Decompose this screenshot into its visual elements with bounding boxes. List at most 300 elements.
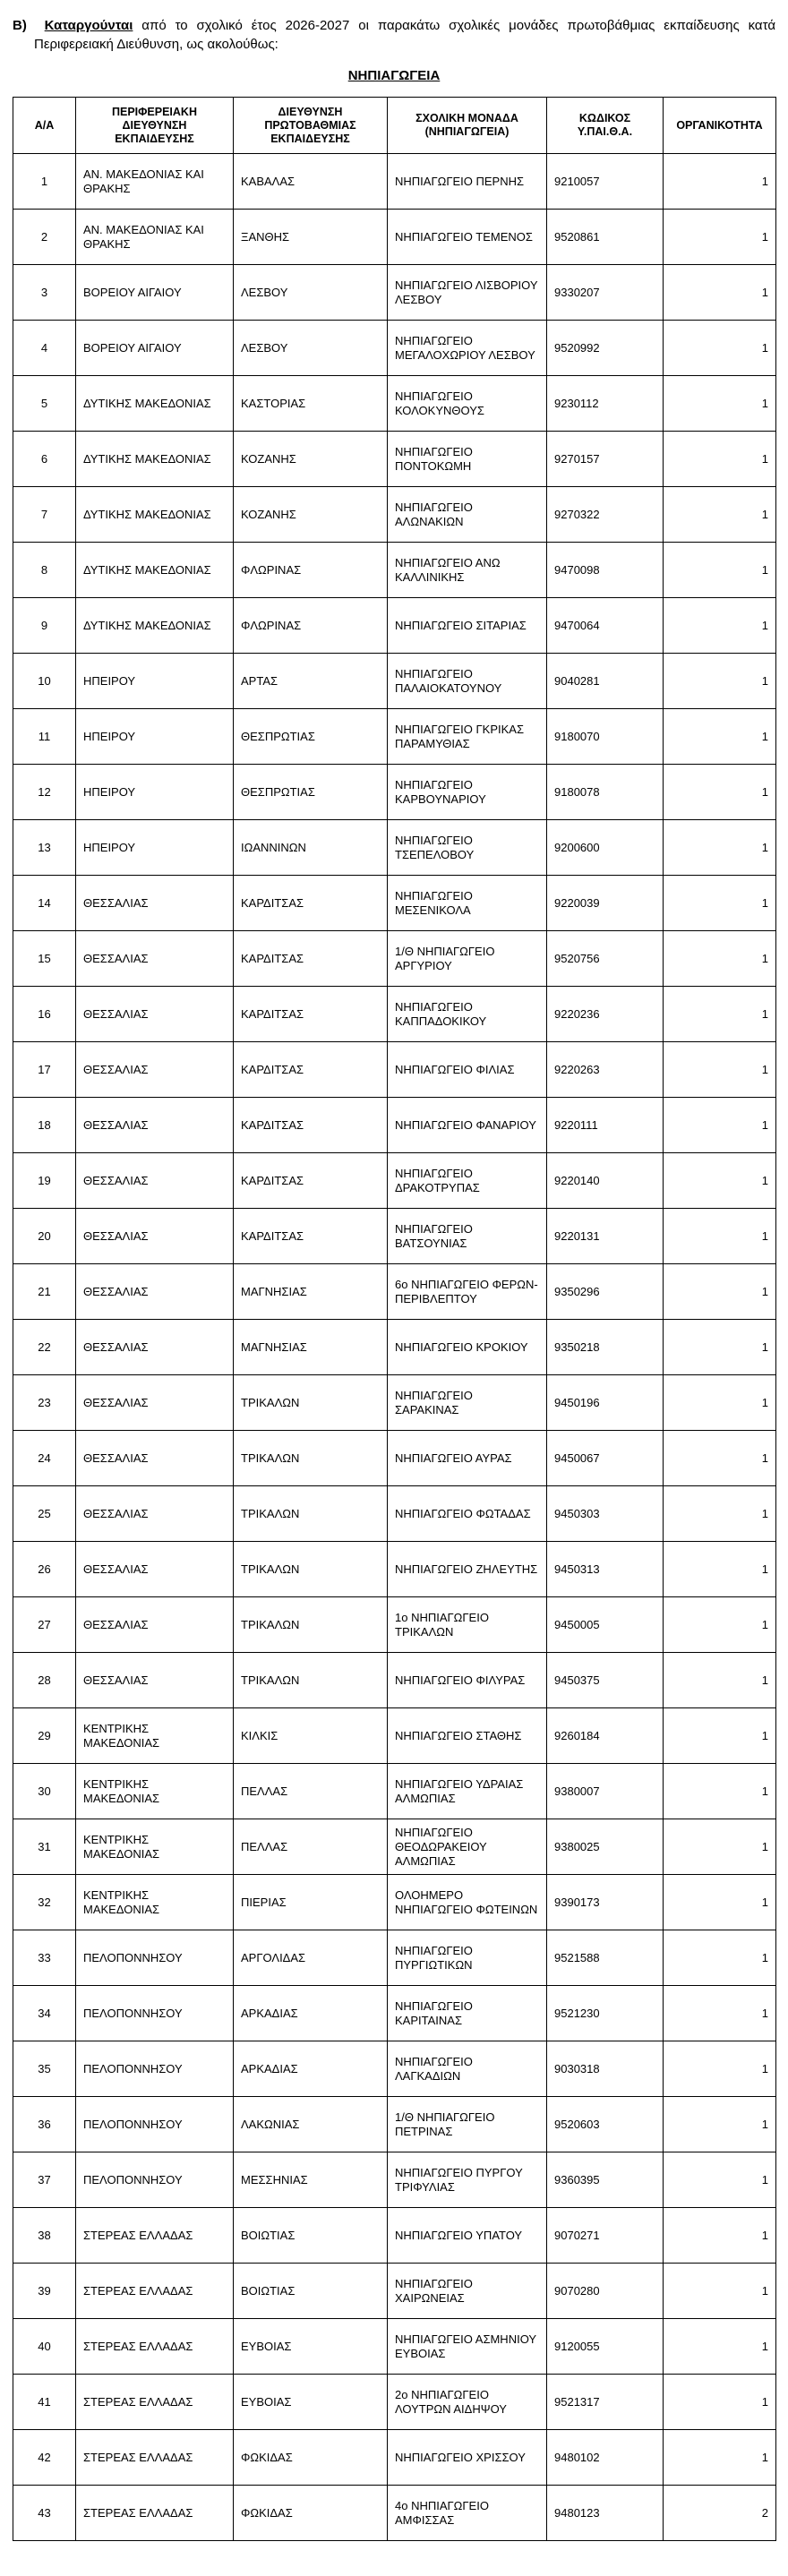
cell-region: ΔΥΤΙΚΗΣ ΜΑΚΕΔΟΝΙΑΣ [76, 598, 234, 654]
cell-aa: 5 [13, 376, 76, 432]
intro-paragraph [13, 16, 775, 54]
table-row [13, 321, 776, 376]
cell-aa: 1 [13, 154, 76, 210]
cell-organic: 1 [664, 1486, 776, 1542]
cell-aa: 24 [13, 1431, 76, 1486]
cell-school: ΝΗΠΙΑΓΩΓΕΙΟ ΘΕΟΔΩΡΑΚΕΙΟΥ ΑΛΜΩΠΙΑΣ [388, 1819, 547, 1875]
table-row [13, 1764, 776, 1819]
cell-aa: 22 [13, 1320, 76, 1375]
cell-region: ΣΤΕΡΕΑΣ ΕΛΛΑΔΑΣ [76, 2486, 234, 2541]
cell-region: ΠΕΛΟΠΟΝΝΗΣΟΥ [76, 2097, 234, 2152]
cell-organic: 1 [664, 154, 776, 210]
cell-region: ΚΕΝΤΡΙΚΗΣ ΜΑΚΕΔΟΝΙΑΣ [76, 1875, 234, 1930]
table-row [13, 2208, 776, 2264]
cell-organic: 1 [664, 1264, 776, 1320]
cell-school: ΝΗΠΙΑΓΩΓΕΙΟ ΤΣΕΠΕΛΟΒΟΥ [388, 820, 547, 876]
table-row [13, 1264, 776, 1320]
table-row [13, 765, 776, 820]
cell-directorate: ΒΟΙΩΤΙΑΣ [234, 2208, 388, 2264]
cell-code: 9521230 [547, 1986, 664, 2041]
cell-code: 9270157 [547, 432, 664, 487]
cell-directorate: ΜΑΓΝΗΣΙΑΣ [234, 1320, 388, 1375]
cell-region: ΘΕΣΣΑΛΙΑΣ [76, 1209, 234, 1264]
cell-code: 9390173 [547, 1875, 664, 1930]
cell-organic: 1 [664, 876, 776, 931]
cell-region: ΚΕΝΤΡΙΚΗΣ ΜΑΚΕΔΟΝΙΑΣ [76, 1764, 234, 1819]
cell-organic: 1 [664, 820, 776, 876]
cell-directorate: ΚΟΖΑΝΗΣ [234, 432, 388, 487]
cell-code: 9360395 [547, 2152, 664, 2208]
cell-organic: 1 [664, 1098, 776, 1153]
header-school: ΣΧΟΛΙΚΗ ΜΟΝΑΔΑ (ΝΗΠΙΑΓΩΓΕΙΑ) [388, 98, 547, 154]
cell-region: ΘΕΣΣΑΛΙΑΣ [76, 1098, 234, 1153]
cell-code: 9470098 [547, 543, 664, 598]
cell-directorate: ΚΑΡΔΙΤΣΑΣ [234, 1153, 388, 1209]
cell-directorate: ΘΕΣΠΡΩΤΙΑΣ [234, 765, 388, 820]
cell-code: 9220039 [547, 876, 664, 931]
cell-region: ΒΟΡΕΙΟΥ ΑΙΓΑΙΟΥ [76, 321, 234, 376]
cell-organic: 1 [664, 2264, 776, 2319]
table-row [13, 154, 776, 210]
table-row [13, 210, 776, 265]
cell-organic: 1 [664, 1042, 776, 1098]
cell-school: ΝΗΠΙΑΓΩΓΕΙΟ ΦΙΛΙΑΣ [388, 1042, 547, 1098]
cell-code: 9200600 [547, 820, 664, 876]
cell-organic: 1 [664, 2041, 776, 2097]
cell-organic: 1 [664, 1431, 776, 1486]
table-row [13, 876, 776, 931]
schools-table [13, 97, 776, 2541]
cell-school: ΝΗΠΙΑΓΩΓΕΙΟ ΥΠΑΤΟΥ [388, 2208, 547, 2264]
cell-aa: 28 [13, 1653, 76, 1708]
cell-code: 9450375 [547, 1653, 664, 1708]
cell-aa: 19 [13, 1153, 76, 1209]
cell-organic: 1 [664, 1875, 776, 1930]
cell-organic: 1 [664, 1653, 776, 1708]
cell-directorate: ΚΑΡΔΙΤΣΑΣ [234, 931, 388, 987]
cell-school: ΝΗΠΙΑΓΩΓΕΙΟ ΚΑΡΙΤΑΙΝΑΣ [388, 1986, 547, 2041]
cell-school: ΝΗΠΙΑΓΩΓΕΙΟ ΒΑΤΣΟΥΝΙΑΣ [388, 1209, 547, 1264]
cell-organic: 1 [664, 1819, 776, 1875]
cell-school: ΝΗΠΙΑΓΩΓΕΙΟ ΦΙΛΥΡΑΣ [388, 1653, 547, 1708]
cell-organic: 1 [664, 2319, 776, 2375]
cell-aa: 29 [13, 1708, 76, 1764]
cell-region: ΣΤΕΡΕΑΣ ΕΛΛΑΔΑΣ [76, 2319, 234, 2375]
table-row [13, 1819, 776, 1875]
cell-region: ΘΕΣΣΑΛΙΑΣ [76, 1486, 234, 1542]
cell-region: ΘΕΣΣΑΛΙΑΣ [76, 1042, 234, 1098]
cell-school: ΝΗΠΙΑΓΩΓΕΙΟ ΑΝΩ ΚΑΛΛΙΝΙΚΗΣ [388, 543, 547, 598]
cell-aa: 18 [13, 1098, 76, 1153]
cell-code: 9521588 [547, 1930, 664, 1986]
cell-aa: 30 [13, 1764, 76, 1819]
cell-organic: 1 [664, 543, 776, 598]
cell-region: ΒΟΡΕΙΟΥ ΑΙΓΑΙΟΥ [76, 265, 234, 321]
section-title: ΝΗΠΙΑΓΩΓΕΙΑ [347, 68, 441, 83]
intro-text: από το σχολικό έτος 2026-2027 οι παρακάτω σχολικές μονάδες πρωτοβάθμιας εκπαίδευσης κατά Περιφερειακή Διεύθυνση, ως ακολούθως: [34, 18, 775, 52]
cell-aa: 14 [13, 876, 76, 931]
cell-organic: 1 [664, 265, 776, 321]
cell-region: ΠΕΛΟΠΟΝΝΗΣΟΥ [76, 2041, 234, 2097]
cell-region: ΘΕΣΣΑΛΙΑΣ [76, 931, 234, 987]
cell-organic: 1 [664, 1153, 776, 1209]
table-row [13, 432, 776, 487]
cell-directorate: ΦΩΚΙΔΑΣ [234, 2430, 388, 2486]
cell-aa: 37 [13, 2152, 76, 2208]
cell-aa: 23 [13, 1375, 76, 1431]
cell-code: 9480102 [547, 2430, 664, 2486]
cell-aa: 31 [13, 1819, 76, 1875]
cell-code: 9120055 [547, 2319, 664, 2375]
cell-code: 9350296 [547, 1264, 664, 1320]
table-row [13, 1153, 776, 1209]
cell-code: 9210057 [547, 154, 664, 210]
table-row [13, 376, 776, 432]
cell-directorate: ΞΑΝΘΗΣ [234, 210, 388, 265]
cell-region: ΠΕΛΟΠΟΝΝΗΣΟΥ [76, 1930, 234, 1986]
cell-directorate: ΑΡΤΑΣ [234, 654, 388, 709]
cell-organic: 1 [664, 2152, 776, 2208]
cell-school: ΝΗΠΙΑΓΩΓΕΙΟ ΑΣΜΗΝΙΟΥ ΕΥΒΟΙΑΣ [388, 2319, 547, 2375]
cell-directorate: ΑΡΚΑΔΙΑΣ [234, 2041, 388, 2097]
cell-region: ΔΥΤΙΚΗΣ ΜΑΚΕΔΟΝΙΑΣ [76, 432, 234, 487]
header-code: ΚΩΔΙΚΟΣ Υ.ΠΑΙ.Θ.Α. [547, 98, 664, 154]
cell-aa: 25 [13, 1486, 76, 1542]
cell-directorate: ΤΡΙΚΑΛΩΝ [234, 1375, 388, 1431]
cell-school: ΝΗΠΙΑΓΩΓΕΙΟ ΠΑΛΑΙΟΚΑΤΟΥΝΟΥ [388, 654, 547, 709]
cell-directorate: ΦΩΚΙΔΑΣ [234, 2486, 388, 2541]
cell-directorate: ΕΥΒΟΙΑΣ [234, 2319, 388, 2375]
cell-organic: 1 [664, 1764, 776, 1819]
cell-region: ΗΠΕΙΡΟΥ [76, 765, 234, 820]
cell-aa: 16 [13, 987, 76, 1042]
cell-directorate: ΜΑΓΝΗΣΙΑΣ [234, 1264, 388, 1320]
cell-school: ΝΗΠΙΑΓΩΓΕΙΟ ΧΡΙΣΣΟΥ [388, 2430, 547, 2486]
cell-region: ΘΕΣΣΑΛΙΑΣ [76, 1320, 234, 1375]
cell-code: 9380007 [547, 1764, 664, 1819]
table-row [13, 709, 776, 765]
cell-organic: 1 [664, 2430, 776, 2486]
table-body [13, 154, 776, 2541]
table-row [13, 1098, 776, 1153]
cell-code: 9450303 [547, 1486, 664, 1542]
cell-organic: 1 [664, 2097, 776, 2152]
cell-region: ΔΥΤΙΚΗΣ ΜΑΚΕΔΟΝΙΑΣ [76, 543, 234, 598]
cell-aa: 9 [13, 598, 76, 654]
cell-aa: 3 [13, 265, 76, 321]
cell-region: ΘΕΣΣΑΛΙΑΣ [76, 876, 234, 931]
cell-aa: 17 [13, 1042, 76, 1098]
cell-aa: 26 [13, 1542, 76, 1597]
cell-region: ΠΕΛΟΠΟΝΝΗΣΟΥ [76, 1986, 234, 2041]
cell-directorate: ΠΕΛΛΑΣ [234, 1819, 388, 1875]
cell-region: ΚΕΝΤΡΙΚΗΣ ΜΑΚΕΔΟΝΙΑΣ [76, 1708, 234, 1764]
cell-aa: 11 [13, 709, 76, 765]
cell-code: 9070280 [547, 2264, 664, 2319]
cell-code: 9220140 [547, 1153, 664, 1209]
table-header-row [13, 98, 776, 154]
cell-school: ΝΗΠΙΑΓΩΓΕΙΟ ΜΕΣΕΝΙΚΟΛΑ [388, 876, 547, 931]
cell-code: 9450005 [547, 1597, 664, 1653]
cell-directorate: ΠΕΛΛΑΣ [234, 1764, 388, 1819]
cell-school: ΝΗΠΙΑΓΩΓΕΙΟ ΣΙΤΑΡΙΑΣ [388, 598, 547, 654]
cell-aa: 35 [13, 2041, 76, 2097]
table-row [13, 2319, 776, 2375]
cell-organic: 1 [664, 487, 776, 543]
table-row [13, 487, 776, 543]
cell-organic: 1 [664, 321, 776, 376]
cell-aa: 27 [13, 1597, 76, 1653]
cell-organic: 1 [664, 1930, 776, 1986]
table-row [13, 1986, 776, 2041]
cell-code: 9220111 [547, 1098, 664, 1153]
cell-code: 9180078 [547, 765, 664, 820]
cell-code: 9260184 [547, 1708, 664, 1764]
cell-directorate: ΚΟΖΑΝΗΣ [234, 487, 388, 543]
cell-code: 9470064 [547, 598, 664, 654]
cell-school: 4ο ΝΗΠΙΑΓΩΓΕΙΟ ΑΜΦΙΣΣΑΣ [388, 2486, 547, 2541]
cell-school: ΝΗΠΙΑΓΩΓΕΙΟ ΚΟΛΟΚΥΝΘΟΥΣ [388, 376, 547, 432]
cell-code: 9040281 [547, 654, 664, 709]
header-aa: Α/Α [13, 98, 76, 154]
cell-school: ΝΗΠΙΑΓΩΓΕΙΟ ΑΛΩΝΑΚΙΩΝ [388, 487, 547, 543]
cell-school: ΝΗΠΙΑΓΩΓΕΙΟ ΥΔΡΑΙΑΣ ΑΛΜΩΠΙΑΣ [388, 1764, 547, 1819]
cell-region: ΗΠΕΙΡΟΥ [76, 654, 234, 709]
cell-aa: 43 [13, 2486, 76, 2541]
cell-code: 9220263 [547, 1042, 664, 1098]
cell-code: 9520756 [547, 931, 664, 987]
cell-directorate: ΛΑΚΩΝΙΑΣ [234, 2097, 388, 2152]
cell-region: ΘΕΣΣΑΛΙΑΣ [76, 1653, 234, 1708]
cell-directorate: ΚΑΡΔΙΤΣΑΣ [234, 1098, 388, 1153]
cell-aa: 8 [13, 543, 76, 598]
table-row [13, 1597, 776, 1653]
table-row [13, 2375, 776, 2430]
cell-directorate: ΚΑΡΔΙΤΣΑΣ [234, 876, 388, 931]
cell-school: 1/Θ ΝΗΠΙΑΓΩΓΕΙΟ ΠΕΤΡΙΝΑΣ [388, 2097, 547, 2152]
table-row [13, 2041, 776, 2097]
cell-organic: 1 [664, 1597, 776, 1653]
cell-directorate: ΚΑΡΔΙΤΣΑΣ [234, 1042, 388, 1098]
cell-directorate: ΚΑΡΔΙΤΣΑΣ [234, 1209, 388, 1264]
table-row [13, 1542, 776, 1597]
cell-school: ΝΗΠΙΑΓΩΓΕΙΟ ΠΥΡΓΙΩΤΙΚΩΝ [388, 1930, 547, 1986]
cell-organic: 1 [664, 2208, 776, 2264]
cell-directorate: ΤΡΙΚΑΛΩΝ [234, 1431, 388, 1486]
table-row [13, 1209, 776, 1264]
cell-organic: 1 [664, 210, 776, 265]
table-row [13, 2097, 776, 2152]
table-row [13, 1042, 776, 1098]
cell-aa: 36 [13, 2097, 76, 2152]
cell-school: ΝΗΠΙΑΓΩΓΕΙΟ ΓΚΡΙΚΑΣ ΠΑΡΑΜΥΘΙΑΣ [388, 709, 547, 765]
cell-school: ΝΗΠΙΑΓΩΓΕΙΟ ΠΥΡΓΟΥ ΤΡΙΦΥΛΙΑΣ [388, 2152, 547, 2208]
intro-letter: Β) [13, 18, 27, 33]
cell-aa: 38 [13, 2208, 76, 2264]
cell-school: 2ο ΝΗΠΙΑΓΩΓΕΙΟ ΛΟΥΤΡΩΝ ΑΙΔΗΨΟΥ [388, 2375, 547, 2430]
cell-directorate: ΚΙΛΚΙΣ [234, 1708, 388, 1764]
cell-aa: 15 [13, 931, 76, 987]
table-row [13, 1875, 776, 1930]
table-row [13, 820, 776, 876]
cell-organic: 2 [664, 2486, 776, 2541]
cell-directorate: ΙΩΑΝΝΙΝΩΝ [234, 820, 388, 876]
cell-school: ΝΗΠΙΑΓΩΓΕΙΟ ΠΕΡΝΗΣ [388, 154, 547, 210]
cell-code: 9330207 [547, 265, 664, 321]
cell-directorate: ΛΕΣΒΟΥ [234, 265, 388, 321]
cell-organic: 1 [664, 376, 776, 432]
cell-directorate: ΘΕΣΠΡΩΤΙΑΣ [234, 709, 388, 765]
header-directorate: ΔΙΕΥΘΥΝΣΗ ΠΡΩΤΟΒΑΘΜΙΑΣ ΕΚΠΑΙΔΕΥΣΗΣ [234, 98, 388, 154]
cell-code: 9450313 [547, 1542, 664, 1597]
cell-directorate: ΑΡΓΟΛΙΔΑΣ [234, 1930, 388, 1986]
table-row [13, 265, 776, 321]
cell-aa: 42 [13, 2430, 76, 2486]
cell-code: 9380025 [547, 1819, 664, 1875]
cell-region: ΣΤΕΡΕΑΣ ΕΛΛΑΔΑΣ [76, 2375, 234, 2430]
cell-code: 9270322 [547, 487, 664, 543]
cell-aa: 40 [13, 2319, 76, 2375]
cell-directorate: ΦΛΩΡΙΝΑΣ [234, 543, 388, 598]
cell-region: ΔΥΤΙΚΗΣ ΜΑΚΕΔΟΝΙΑΣ [76, 376, 234, 432]
cell-region: ΚΕΝΤΡΙΚΗΣ ΜΑΚΕΔΟΝΙΑΣ [76, 1819, 234, 1875]
cell-code: 9030318 [547, 2041, 664, 2097]
cell-school: 1ο ΝΗΠΙΑΓΩΓΕΙΟ ΤΡΙΚΑΛΩΝ [388, 1597, 547, 1653]
cell-region: ΣΤΕΡΕΑΣ ΕΛΛΑΔΑΣ [76, 2264, 234, 2319]
cell-directorate: ΦΛΩΡΙΝΑΣ [234, 598, 388, 654]
table-row [13, 2430, 776, 2486]
cell-school: ΝΗΠΙΑΓΩΓΕΙΟ ΣΤΑΘΗΣ [388, 1708, 547, 1764]
cell-organic: 1 [664, 1986, 776, 2041]
table-row [13, 931, 776, 987]
table-row [13, 1375, 776, 1431]
cell-directorate: ΚΑΣΤΟΡΙΑΣ [234, 376, 388, 432]
cell-code: 9520603 [547, 2097, 664, 2152]
table-row [13, 1431, 776, 1486]
header-region: ΠΕΡΙΦΕΡΕΙΑΚΗ ΔΙΕΥΘΥΝΣΗ ΕΚΠΑΙΔΕΥΣΗΣ [76, 98, 234, 154]
table-row [13, 1653, 776, 1708]
table-row [13, 654, 776, 709]
table-row [13, 1320, 776, 1375]
cell-aa: 33 [13, 1930, 76, 1986]
cell-directorate: ΑΡΚΑΔΙΑΣ [234, 1986, 388, 2041]
cell-region: ΗΠΕΙΡΟΥ [76, 709, 234, 765]
cell-aa: 7 [13, 487, 76, 543]
cell-directorate: ΚΑΒΑΛΑΣ [234, 154, 388, 210]
cell-code: 9350218 [547, 1320, 664, 1375]
table-row [13, 2486, 776, 2541]
cell-school: ΝΗΠΙΑΓΩΓΕΙΟ ΛΑΓΚΑΔΙΩΝ [388, 2041, 547, 2097]
cell-aa: 13 [13, 820, 76, 876]
cell-school: ΝΗΠΙΑΓΩΓΕΙΟ ΦΑΝΑΡΙΟΥ [388, 1098, 547, 1153]
cell-code: 9480123 [547, 2486, 664, 2541]
table-row [13, 987, 776, 1042]
cell-school: 6ο ΝΗΠΙΑΓΩΓΕΙΟ ΦΕΡΩΝ-ΠΕΡΙΒΛΕΠΤΟΥ [388, 1264, 547, 1320]
cell-region: ΘΕΣΣΑΛΙΑΣ [76, 1597, 234, 1653]
cell-aa: 34 [13, 1986, 76, 2041]
cell-directorate: ΤΡΙΚΑΛΩΝ [234, 1542, 388, 1597]
cell-directorate: ΒΟΙΩΤΙΑΣ [234, 2264, 388, 2319]
cell-school: ΝΗΠΙΑΓΩΓΕΙΟ ΠΟΝΤΟΚΩΜΗ [388, 432, 547, 487]
cell-directorate: ΜΕΣΣΗΝΙΑΣ [234, 2152, 388, 2208]
table-row [13, 1930, 776, 1986]
cell-school: ΝΗΠΙΑΓΩΓΕΙΟ ΑΥΡΑΣ [388, 1431, 547, 1486]
cell-organic: 1 [664, 432, 776, 487]
table-row [13, 2264, 776, 2319]
cell-region: ΘΕΣΣΑΛΙΑΣ [76, 987, 234, 1042]
cell-organic: 1 [664, 1375, 776, 1431]
cell-region: ΔΥΤΙΚΗΣ ΜΑΚΕΔΟΝΙΑΣ [76, 487, 234, 543]
cell-organic: 1 [664, 1209, 776, 1264]
cell-code: 9520861 [547, 210, 664, 265]
cell-organic: 1 [664, 2375, 776, 2430]
cell-region: ΗΠΕΙΡΟΥ [76, 820, 234, 876]
cell-aa: 10 [13, 654, 76, 709]
cell-school: 1/Θ ΝΗΠΙΑΓΩΓΕΙΟ ΑΡΓΥΡΙΟΥ [388, 931, 547, 987]
cell-aa: 39 [13, 2264, 76, 2319]
cell-organic: 1 [664, 987, 776, 1042]
cell-school: ΝΗΠΙΑΓΩΓΕΙΟ ΜΕΓΑΛΟΧΩΡΙΟΥ ΛΕΣΒΟΥ [388, 321, 547, 376]
table-row [13, 2152, 776, 2208]
cell-directorate: ΚΑΡΔΙΤΣΑΣ [234, 987, 388, 1042]
cell-organic: 1 [664, 765, 776, 820]
cell-region: ΘΕΣΣΑΛΙΑΣ [76, 1153, 234, 1209]
cell-directorate: ΛΕΣΒΟΥ [234, 321, 388, 376]
cell-school: ΝΗΠΙΑΓΩΓΕΙΟ ΤΕΜΕΝΟΣ [388, 210, 547, 265]
cell-directorate: ΤΡΙΚΑΛΩΝ [234, 1597, 388, 1653]
cell-school: ΝΗΠΙΑΓΩΓΕΙΟ ΚΡΟΚΙΟΥ [388, 1320, 547, 1375]
cell-code: 9450196 [547, 1375, 664, 1431]
cell-directorate: ΠΙΕΡΙΑΣ [234, 1875, 388, 1930]
cell-region: ΑΝ. ΜΑΚΕΔΟΝΙΑΣ ΚΑΙ ΘΡΑΚΗΣ [76, 154, 234, 210]
cell-organic: 1 [664, 931, 776, 987]
cell-aa: 4 [13, 321, 76, 376]
cell-code: 9520992 [547, 321, 664, 376]
cell-region: ΠΕΛΟΠΟΝΝΗΣΟΥ [76, 2152, 234, 2208]
cell-organic: 1 [664, 598, 776, 654]
cell-school: ΝΗΠΙΑΓΩΓΕΙΟ ΦΩΤΑΔΑΣ [388, 1486, 547, 1542]
table-row [13, 598, 776, 654]
cell-school: ΝΗΠΙΑΓΩΓΕΙΟ ΧΑΙΡΩΝΕΙΑΣ [388, 2264, 547, 2319]
intro-keyword: Καταργούνται [44, 18, 133, 33]
cell-region: ΣΤΕΡΕΑΣ ΕΛΛΑΔΑΣ [76, 2430, 234, 2486]
cell-organic: 1 [664, 1542, 776, 1597]
cell-school: ΝΗΠΙΑΓΩΓΕΙΟ ΖΗΛΕΥΤΗΣ [388, 1542, 547, 1597]
cell-code: 9220131 [547, 1209, 664, 1264]
cell-region: ΘΕΣΣΑΛΙΑΣ [76, 1375, 234, 1431]
cell-code: 9070271 [547, 2208, 664, 2264]
cell-code: 9180070 [547, 709, 664, 765]
cell-code: 9521317 [547, 2375, 664, 2430]
cell-organic: 1 [664, 709, 776, 765]
cell-school: ΝΗΠΙΑΓΩΓΕΙΟ ΣΑΡΑΚΙΝΑΣ [388, 1375, 547, 1431]
cell-code: 9450067 [547, 1431, 664, 1486]
cell-school: ΝΗΠΙΑΓΩΓΕΙΟ ΔΡΑΚΟΤΡΥΠΑΣ [388, 1153, 547, 1209]
cell-aa: 21 [13, 1264, 76, 1320]
cell-school: ΝΗΠΙΑΓΩΓΕΙΟ ΛΙΣΒΟΡΙΟΥ ΛΕΣΒΟΥ [388, 265, 547, 321]
cell-organic: 1 [664, 1708, 776, 1764]
cell-directorate: ΕΥΒΟΙΑΣ [234, 2375, 388, 2430]
cell-aa: 41 [13, 2375, 76, 2430]
cell-aa: 2 [13, 210, 76, 265]
cell-aa: 12 [13, 765, 76, 820]
cell-aa: 6 [13, 432, 76, 487]
table-row [13, 1486, 776, 1542]
cell-region: ΘΕΣΣΑΛΙΑΣ [76, 1264, 234, 1320]
cell-code: 9220236 [547, 987, 664, 1042]
cell-organic: 1 [664, 654, 776, 709]
table-row [13, 1708, 776, 1764]
